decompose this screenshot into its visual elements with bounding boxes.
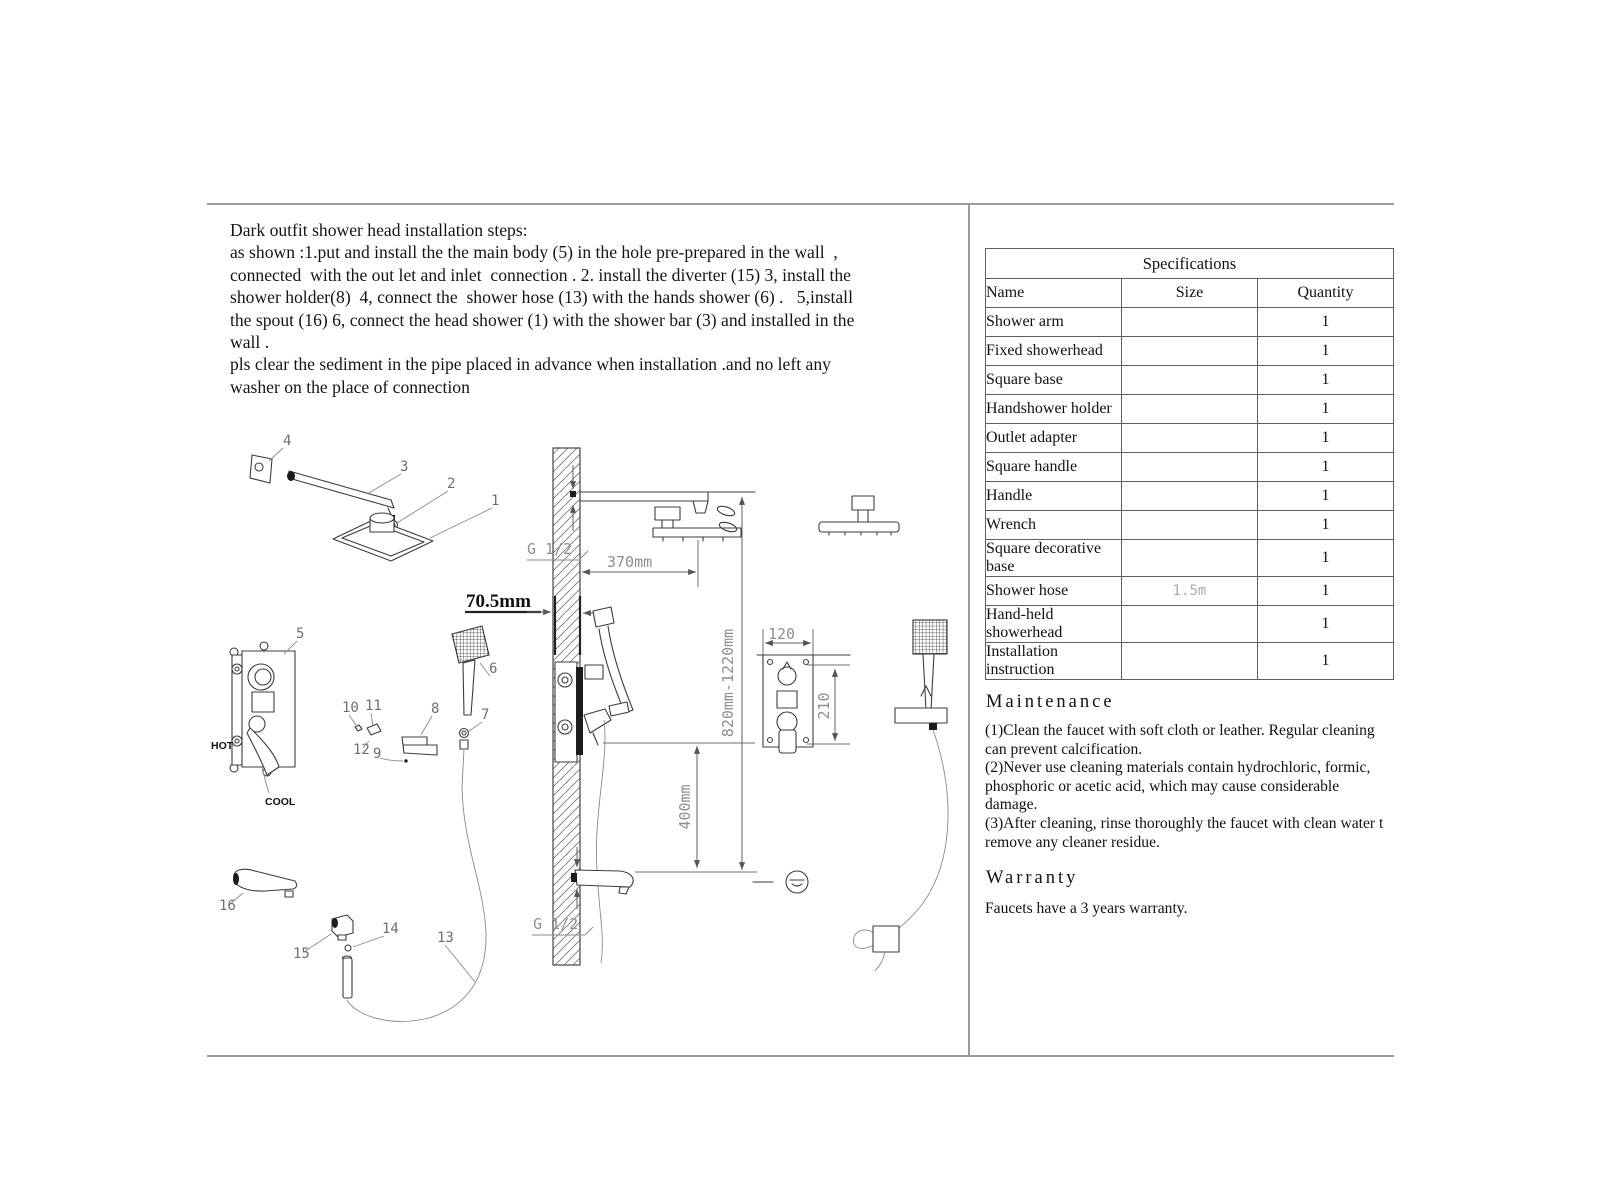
part-label-9: 9 bbox=[373, 746, 382, 762]
dim-panel-width: 120 bbox=[768, 625, 796, 643]
dimension-400mm bbox=[603, 743, 755, 868]
dimension-height-820-1220 bbox=[635, 497, 757, 872]
column-divider bbox=[968, 203, 970, 1057]
part-label-5: 5 bbox=[296, 626, 305, 642]
part-label-14: 14 bbox=[382, 921, 399, 937]
cell-qty: 1 bbox=[1258, 606, 1394, 643]
exploded-screws-cluster bbox=[342, 698, 408, 763]
part-label-3: 3 bbox=[400, 459, 409, 475]
dim-mount-height: 820mm-1220mm bbox=[719, 628, 737, 738]
table-title-row bbox=[986, 249, 1394, 279]
maintenance-line: (2)Never use cleaning materials contain hydrochloric, formic, bbox=[985, 759, 1371, 777]
table-row bbox=[986, 606, 1394, 643]
table-row bbox=[986, 540, 1394, 577]
exploded-part-16-spout bbox=[219, 869, 297, 914]
control-panel-front-view bbox=[757, 625, 850, 753]
table-row bbox=[986, 424, 1394, 453]
exploded-part-6-handshower bbox=[452, 626, 497, 715]
table-row bbox=[986, 453, 1394, 482]
fixed-showerhead-side-view bbox=[819, 496, 899, 535]
exploded-part-15-diverter bbox=[293, 915, 353, 962]
cell-qty: 1 bbox=[1258, 540, 1394, 577]
hot-label: HOT bbox=[211, 740, 234, 752]
cell-name: Installation instruction bbox=[986, 643, 1122, 680]
part-label-10: 10 bbox=[342, 700, 359, 716]
cell-qty: 1 bbox=[1258, 453, 1394, 482]
maintenance-line: (1)Clean the faucet with soft cloth or leather. Regular cleaning bbox=[985, 722, 1375, 739]
part-label-8: 8 bbox=[431, 701, 440, 717]
installation-line: Dark outfit shower head installation steps: bbox=[230, 220, 528, 240]
cell-qty: 1 bbox=[1258, 482, 1394, 511]
maintenance-line: damage. bbox=[985, 796, 1038, 814]
maintenance-text bbox=[985, 722, 1405, 852]
cell-qty: 1 bbox=[1258, 337, 1394, 366]
cell-qty: 1 bbox=[1258, 511, 1394, 540]
thread-label-bottom bbox=[532, 915, 593, 935]
cell-qty: 1 bbox=[1258, 643, 1394, 680]
thread-size-top: G 1/2 bbox=[527, 540, 573, 558]
warranty-heading: Warranty bbox=[986, 868, 1079, 888]
dim-wall-thickness: 70.5mm bbox=[466, 591, 531, 612]
exploded-part-1-fixed-showerhead bbox=[333, 493, 499, 561]
maintenance-heading: Maintenance bbox=[986, 692, 1115, 712]
exploded-part-8-holder bbox=[402, 701, 439, 755]
table-header-row bbox=[986, 279, 1394, 308]
cell-size bbox=[1122, 424, 1258, 453]
thread-size-bottom: G 1/2 bbox=[533, 915, 579, 933]
table-row bbox=[986, 643, 1394, 680]
part-label-11: 11 bbox=[365, 698, 382, 714]
spout-end-view bbox=[753, 871, 808, 893]
cell-name: Square base bbox=[986, 366, 1122, 395]
table-row bbox=[986, 308, 1394, 337]
maintenance-line: can prevent calcification. bbox=[985, 740, 1143, 758]
table-row bbox=[986, 395, 1394, 424]
cell-name: Hand-held showerhead bbox=[986, 606, 1122, 643]
warranty-text: Faucets have a 3 years warranty. bbox=[985, 900, 1188, 917]
cell-size bbox=[1122, 511, 1258, 540]
dim-valve-to-spout: 400mm bbox=[676, 784, 694, 830]
part-label-16: 16 bbox=[219, 898, 236, 914]
part-label-6: 6 bbox=[489, 661, 498, 677]
installation-line: shower holder(8) 4, connect the shower hose (13) with the hands shower (6) . 5,install bbox=[230, 287, 853, 308]
exploded-part-3-shower-arm bbox=[287, 459, 408, 521]
cell-name: Handle bbox=[986, 482, 1122, 511]
exploded-part-13-hose bbox=[343, 740, 487, 1021]
installation-diagram bbox=[205, 415, 950, 1056]
maintenance-line: phosphoric or acetic acid, which may cause considerable bbox=[985, 777, 1340, 795]
installation-line: pls clear the sediment in the pipe placed in advance when installation .and no left any bbox=[230, 354, 831, 375]
dim-arm-length: 370mm bbox=[607, 553, 653, 571]
cell-size bbox=[1122, 606, 1258, 643]
cell-name: Handshower holder bbox=[986, 395, 1122, 424]
table-row bbox=[986, 337, 1394, 366]
cell-name: Outlet adapter bbox=[986, 424, 1122, 453]
part-label-7: 7 bbox=[481, 707, 490, 723]
cell-name: Shower hose bbox=[986, 577, 1122, 606]
cell-size bbox=[1122, 643, 1258, 680]
cell-qty: 1 bbox=[1258, 577, 1394, 606]
part-label-1: 1 bbox=[491, 493, 500, 509]
cell-name: Square handle bbox=[986, 453, 1122, 482]
maintenance-line: (3)After cleaning, rinse thoroughly the faucet with clean water t bbox=[985, 814, 1384, 832]
table-row bbox=[986, 511, 1394, 540]
installation-line: the spout (16) 6, connect the head shower (1) with the shower bar (3) and installed in the bbox=[230, 309, 855, 330]
cell-name: Square decorative base bbox=[986, 540, 1122, 577]
part-label-15: 15 bbox=[293, 946, 310, 962]
exploded-part-5-main-body bbox=[211, 626, 304, 808]
installation-line: connected with the out let and inlet connection . 2. install the diverter (15) 3, install the bbox=[230, 264, 851, 285]
part-label-2: 2 bbox=[447, 476, 456, 492]
cell-size: 1.5m bbox=[1122, 577, 1258, 606]
cell-size bbox=[1122, 482, 1258, 511]
handshower-on-holder bbox=[853, 620, 948, 971]
exploded-part-4-square-base bbox=[250, 433, 291, 483]
cell-size bbox=[1122, 395, 1258, 424]
table-title: Specifications bbox=[986, 249, 1394, 279]
part-label-12: 12 bbox=[353, 742, 370, 758]
cell-size bbox=[1122, 308, 1258, 337]
table-row bbox=[986, 577, 1394, 606]
table-row bbox=[986, 482, 1394, 511]
specifications-table bbox=[985, 248, 1394, 680]
cool-label: COOL bbox=[265, 796, 296, 808]
cell-size bbox=[1122, 337, 1258, 366]
table-row bbox=[986, 366, 1394, 395]
cell-size bbox=[1122, 453, 1258, 482]
part-label-13: 13 bbox=[437, 930, 454, 946]
col-header-quantity: Quantity bbox=[1258, 279, 1394, 308]
cell-qty: 1 bbox=[1258, 395, 1394, 424]
col-header-size: Size bbox=[1122, 279, 1258, 308]
cell-name: Wrench bbox=[986, 511, 1122, 540]
cell-qty: 1 bbox=[1258, 308, 1394, 337]
installation-line: as shown :1.put and install the the main body (5) in the hole pre-prepared in the wall , bbox=[230, 242, 838, 263]
specifications-section bbox=[985, 248, 1394, 680]
installation-steps bbox=[230, 219, 930, 398]
maintenance-line: remove any cleaner residue. bbox=[985, 833, 1160, 851]
exploded-part-2-nut bbox=[389, 476, 456, 530]
part-label-4: 4 bbox=[283, 433, 292, 449]
page-top-rule bbox=[207, 203, 1394, 205]
installation-line: washer on the place of connection bbox=[230, 376, 470, 397]
cell-name: Fixed showerhead bbox=[986, 337, 1122, 366]
col-header-name: Name bbox=[986, 279, 1122, 308]
cell-size bbox=[1122, 540, 1258, 577]
cell-qty: 1 bbox=[1258, 424, 1394, 453]
installation-line: wall . bbox=[230, 332, 270, 353]
cell-size bbox=[1122, 366, 1258, 395]
cell-qty: 1 bbox=[1258, 366, 1394, 395]
dim-panel-height: 210 bbox=[815, 692, 833, 720]
dimension-370mm bbox=[582, 540, 698, 587]
cell-name: Shower arm bbox=[986, 308, 1122, 337]
installed-arm-assembly bbox=[570, 465, 755, 541]
